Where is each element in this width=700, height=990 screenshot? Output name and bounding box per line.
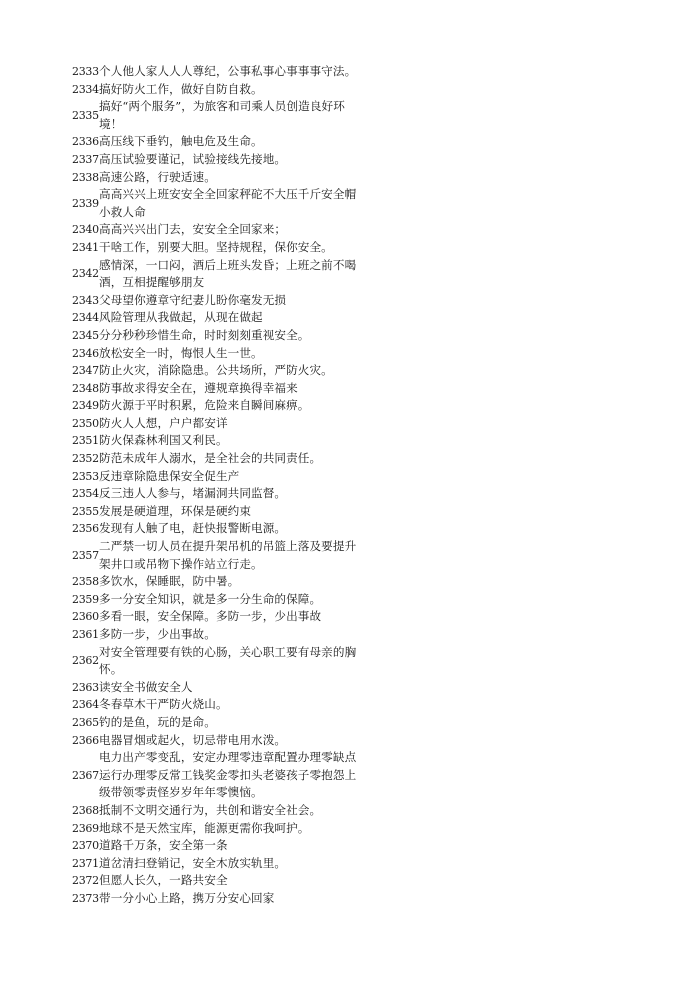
item-text: 多看一眼，安全保障。多防一步，少出事故: [99, 609, 322, 624]
item-text: 钓的是鱼，玩的是命。: [99, 714, 216, 729]
list-item: [72, 644, 372, 679]
item-number: 2341: [72, 240, 99, 254]
item-text: 道岔清扫登销记，安全木放实轨里。: [99, 855, 287, 870]
item-text: 防火源于平时积累，危险来自瞬间麻痹。: [99, 398, 310, 413]
item-number: 2369: [72, 821, 99, 835]
item-number: 2359: [72, 592, 99, 606]
item-text: 电器冒烟或起火，切忌带电用水泼。: [99, 732, 287, 747]
list-item: [72, 802, 372, 820]
list-item: [72, 855, 372, 873]
list-item: [72, 221, 372, 239]
item-number: 2348: [72, 381, 99, 395]
item-number: 2338: [72, 170, 99, 184]
list-item: [72, 679, 372, 697]
item-text: 抵制不文明交通行为，共创和谐安全社会。: [99, 802, 322, 817]
item-text: 感情深，一口闷，酒后上班头发昏；上班之前不喝酒，互相提醒够朋友: [99, 257, 357, 290]
item-number: 2334: [72, 82, 99, 96]
item-number: 2357: [72, 548, 99, 562]
list-item: [72, 309, 372, 327]
list-item: [72, 872, 372, 890]
item-text: 道路千万条，安全第一条: [99, 838, 228, 853]
item-text: 防范未成年人溺水，是全社会的共同责任。: [99, 451, 322, 466]
list-item: [72, 239, 372, 257]
item-text: 二严禁一切人员在提升架吊机的吊篮上落及要提升架井口或吊物下操作站立行走。: [99, 539, 357, 571]
item-number: 2362: [72, 654, 99, 668]
item-number: 2356: [72, 522, 99, 536]
item-text: 但愿人长久，一路共安全: [99, 873, 228, 888]
item-number: 2339: [72, 196, 99, 210]
item-number: 2354: [72, 487, 99, 501]
item-text: 反三违人人参与，堵漏洞共同监督。: [99, 486, 287, 501]
item-text: 地球不是天然宝库，能源更需你我呵护。: [99, 820, 310, 835]
list-item: [72, 890, 372, 908]
list-item: [72, 520, 372, 538]
item-number: 2342: [72, 267, 99, 281]
item-number: 2365: [72, 715, 99, 729]
item-number: 2361: [72, 628, 99, 641]
list-item: [72, 503, 372, 521]
item-text: 风险管理从我做起，从现在做起: [99, 310, 263, 325]
item-number: 2352: [72, 452, 99, 466]
item-number: 2371: [72, 856, 99, 870]
list-item: [72, 63, 372, 81]
item-text: 电力出产零变乱，安定办理零违章配置办理零缺点运行办理零反常工钱奖金零扣头老婆孩子零抱怨上级带领零责怪岁岁年年零懊恼。: [99, 750, 357, 800]
list-item: [72, 81, 372, 99]
list-item: [72, 696, 372, 714]
item-text: 高压线下垂钓，触电危及生命。: [99, 134, 263, 149]
item-text: 父母望你遵章守纪妻儿盼你毫发无损: [99, 292, 287, 307]
item-number: 2370: [72, 839, 99, 853]
item-number: 2336: [72, 135, 99, 149]
item-text: 搞好防火工作，做好自防自救。: [99, 81, 263, 96]
item-number: 2367: [72, 768, 99, 782]
list-item: [72, 345, 372, 363]
list-item: [72, 169, 372, 187]
list-item: [72, 362, 372, 380]
list-item: [72, 626, 372, 644]
list-item: [72, 186, 372, 221]
item-text: 高高兴兴上班安安全全回家秤砣不大压千斤安全帽小救人命: [99, 187, 357, 219]
list-item: [72, 749, 372, 802]
list-item: [72, 151, 372, 169]
list-item: [72, 485, 372, 503]
item-text: 发展是硬道理，环保是硬约束: [99, 503, 252, 518]
item-text: 高高兴兴出门去，安安全全回家来；: [99, 222, 287, 237]
item-text: 防火人人想，户户都安详: [99, 415, 228, 430]
item-number: 2360: [72, 610, 99, 624]
item-text: 多饮水，保睡眠，防中暑。: [99, 574, 240, 589]
list-item: [72, 591, 372, 609]
item-text: 对安全管理要有铁的心肠，关心职工要有母亲的胸怀。: [99, 644, 357, 677]
list-item: [72, 98, 372, 133]
list-item: [72, 538, 372, 573]
item-number: 2372: [72, 874, 99, 888]
item-text: 反违章除隐患保安全促生产: [99, 468, 240, 483]
item-number: 2349: [72, 399, 99, 413]
list-item: [72, 432, 372, 450]
item-text: 搞好“两个服务”，为旅客和司乘人员创造良好环境！: [99, 99, 345, 131]
item-text: 个人他人家人人人尊纪，公事私事心事事事守法。: [99, 64, 357, 78]
list-item: [72, 257, 372, 292]
list-item: [72, 573, 372, 591]
list-item: [72, 608, 372, 626]
item-number: 2335: [72, 108, 99, 122]
item-number: 2333: [72, 65, 99, 78]
item-text: 防火保森林利国又利民。: [99, 433, 228, 448]
item-number: 2358: [72, 575, 99, 589]
item-number: 2363: [72, 680, 99, 694]
item-number: 2351: [72, 434, 99, 448]
list-item: [72, 837, 372, 855]
item-number: 2347: [72, 364, 99, 378]
item-text: 防事故求得安全在，遵规章换得幸福来: [99, 380, 298, 395]
item-text: 冬春草木干严防火烧山。: [99, 697, 228, 712]
item-number: 2343: [72, 293, 99, 307]
item-text: 多一分安全知识，就是多一分生命的保障。: [99, 591, 322, 606]
list-item: [72, 327, 372, 345]
item-text: 发现有人触了电，赶快报警断电源。: [99, 521, 287, 536]
item-text: 读安全书做安全人: [99, 679, 193, 694]
item-text: 放松安全一时，悔恨人生一世。: [99, 345, 263, 360]
item-number: 2345: [72, 328, 99, 342]
item-text: 防止火灾，消除隐患。公共场所，严防火灾。: [99, 363, 333, 378]
slogan-list: [72, 63, 372, 908]
item-number: 2366: [72, 733, 99, 747]
list-item: [72, 380, 372, 398]
item-text: 带一分小心上路，携万分安心回家: [99, 890, 275, 905]
item-number: 2373: [72, 891, 99, 905]
list-item: [72, 397, 372, 415]
list-item: [72, 450, 372, 468]
item-text: 多防一步，少出事故。: [99, 627, 216, 641]
item-number: 2353: [72, 469, 99, 483]
item-number: 2368: [72, 803, 99, 817]
list-item: [72, 820, 372, 838]
item-text: 高速公路，行驶适速。: [99, 169, 216, 184]
item-text: 干啥工作，别要大胆。坚持规程，保你安全。: [99, 239, 333, 254]
list-item: [72, 468, 372, 486]
item-number: 2340: [72, 223, 99, 237]
item-number: 2346: [72, 346, 99, 360]
item-number: 2344: [72, 311, 99, 325]
list-item: [72, 292, 372, 310]
item-number: 2337: [72, 152, 99, 166]
item-text: 高压试验要谨记，试验接线先接地。: [99, 151, 287, 166]
list-item: [72, 732, 372, 750]
item-number: 2364: [72, 698, 99, 712]
item-text: 分分秒秒珍惜生命，时时刻刻重视安全。: [99, 327, 310, 342]
list-item: [72, 415, 372, 433]
list-item: [72, 133, 372, 151]
item-number: 2350: [72, 416, 99, 430]
list-item: [72, 714, 372, 732]
item-number: 2355: [72, 504, 99, 518]
